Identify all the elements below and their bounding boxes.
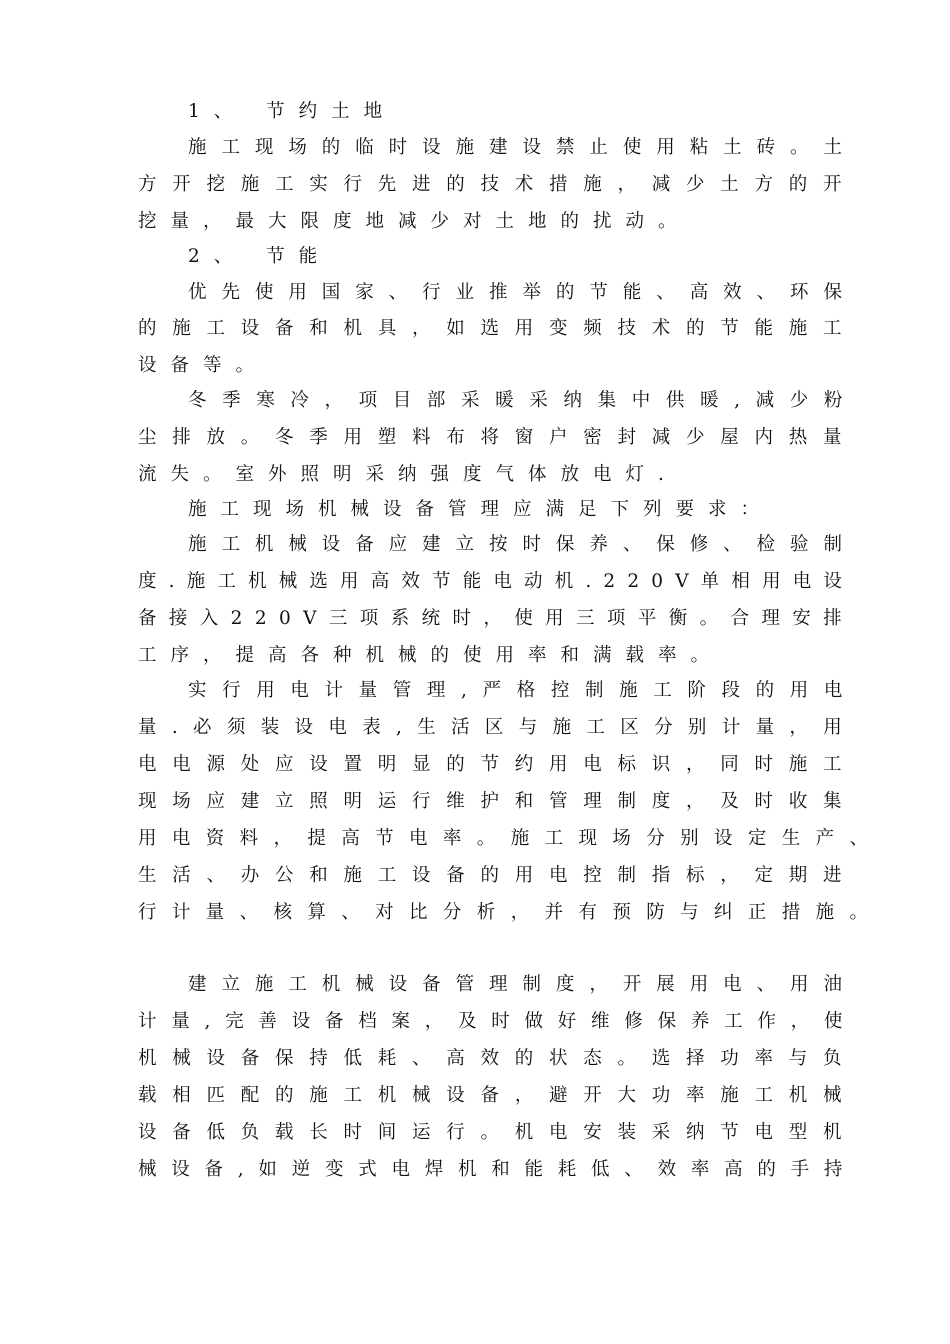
- paragraph-line: 械设备,如逆变式电焊机和能耗低、效率高的手持: [138, 1159, 858, 1180]
- paragraph-line: 载相匹配的施工机械设备，避开大功率施工机械: [138, 1085, 858, 1106]
- paragraph-line: 尘排放。冬季用塑料布将窗户密封减少屋内热量: [138, 427, 858, 448]
- paragraph-line: 工序，提高各种机械的使用率和满载率。: [138, 645, 724, 666]
- paragraph-line: 实行用电计量管理,严格控制施工阶段的用电: [188, 680, 859, 701]
- section-heading-land: 1、 节约土地: [188, 101, 397, 122]
- paragraph-line: 建立施工机械设备管理制度，开展用电、用油: [188, 974, 857, 995]
- paragraph-line: 现场应建立照明运行维护和管理制度，及时收集: [138, 791, 858, 812]
- paragraph-line: 流失。室外照明采纳强度气体放电灯.: [138, 464, 678, 485]
- paragraph-line: 度.施工机械选用高效节能电动机.220V单相用电设: [138, 571, 855, 592]
- paragraph-line: 的施工设备和机具，如选用变频技术的节能施工: [138, 318, 858, 339]
- paragraph-line: 量.必须装设电表,生活区与施工区分别计量，用: [138, 717, 858, 738]
- section-heading-energy: 2、 节能: [188, 246, 332, 267]
- paragraph-line: 优先使用国家、行业推举的节能、高效、环保: [188, 282, 857, 303]
- paragraph-line: 施工机械设备应建立按时保养、保修、检验制: [188, 534, 857, 555]
- paragraph-line: 施工现场的临时设施建设禁止使用粘土砖。土: [188, 137, 857, 158]
- paragraph-line: 用电资料，提高节电率。施工现场分别设定生产、: [138, 828, 884, 849]
- paragraph-line: 行计量、核算、对比分析，并有预防与纠正措施。: [138, 902, 884, 923]
- paragraph-line: 计量,完善设备档案，及时做好维修保养工作，使: [138, 1011, 858, 1032]
- paragraph-line: 冬季寒冷，项目部采暖采纳集中供暖,减少粉: [188, 390, 859, 411]
- paragraph-line: 生活、办公和施工设备的用电控制指标，定期进: [138, 865, 858, 886]
- paragraph-line: 设备等。: [138, 355, 269, 376]
- paragraph-line: 机械设备保持低耗、高效的状态。选择功率与负: [138, 1048, 858, 1069]
- paragraph-line: 方开挖施工实行先进的技术措施，减少土方的开: [138, 174, 858, 195]
- paragraph-line: 设备低负载长时间运行。机电安装采纳节电型机: [138, 1122, 858, 1143]
- paragraph-line: 施工现场机械设备管理应满足下列要求：: [188, 499, 774, 520]
- paragraph-line: 备接入220V三项系统时，使用三项平衡。合理安排: [138, 608, 855, 629]
- paragraph-line: 电电源处应设置明显的节约用电标识，同时施工: [138, 754, 858, 775]
- paragraph-line: 挖量，最大限度地减少对土地的扰动。: [138, 211, 691, 232]
